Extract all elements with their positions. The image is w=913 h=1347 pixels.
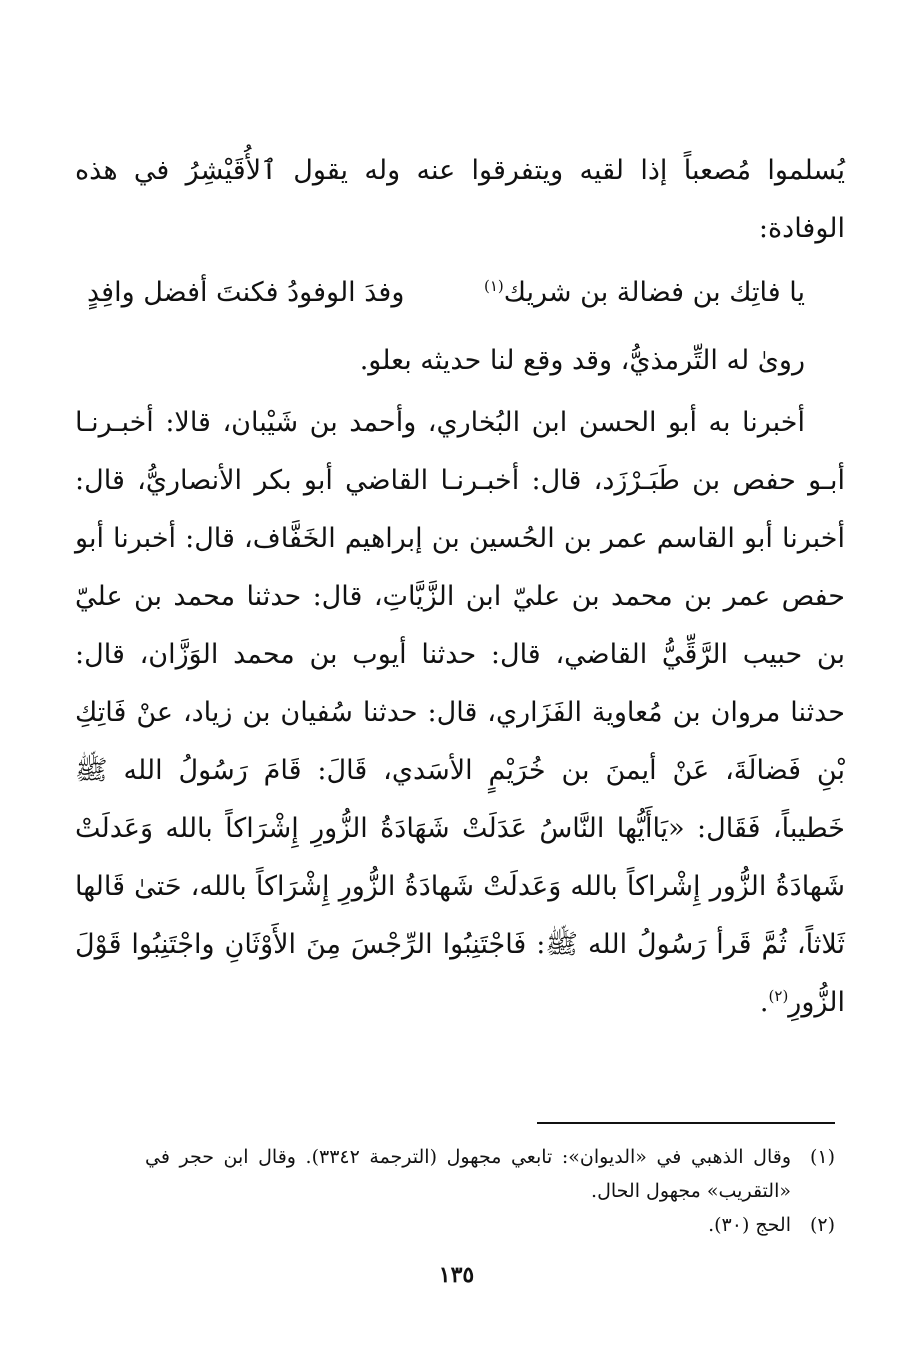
footnote-item: [145, 1208, 835, 1242]
verse-first-hemistich: [484, 264, 805, 322]
footnote-separator: [537, 1122, 835, 1124]
paragraph-tirmidhi: [75, 332, 845, 390]
page-number: ١٣٥: [438, 1262, 475, 1288]
paragraph-intro-text: يُسلموا مُصعباً إذا لقيه ويتفرقوا عنه وله يقول ٱلأُقَيْشِرُ في هذه الوفادة:: [75, 155, 845, 244]
isnad-end-punctuation: .: [759, 987, 769, 1018]
footnotes: [145, 1140, 835, 1242]
isnad-first-line: أخبرنا به أبو الحسن ابن البُخاري، وأحمد بن شَيْبان، قالا:: [165, 407, 805, 438]
footnote-marker-2[interactable]: (٢): [768, 987, 789, 1005]
footnote-number: (٢): [809, 1214, 835, 1236]
footnote-number: (١): [809, 1146, 835, 1168]
main-text: [75, 142, 845, 1032]
isnad-hadith-text: أخبـرنـا أبـو حفص بن طَبَـرْزَد، قال: أخبـرنـا القاضي أبو بكر الأنصاريُّ، قال: أخبرنا أبو القاسم عمر بن الحُسين بن إبراهيم الخَفَّاف، قال: أخبرنا أبو حفص عمر بن محمد بن عليّ ابن الزَّيَّاتِ، قال: حدثنا محمد بن عليّ بن حبيب الرَّقِّيُّ القاضي، قال: حدثنا أيوب بن محمد الوَزَّان، قال: حدثنا مروان بن مُعاوية الفَزَاري، قال: حدثنا سُفيان بن زياد، عنْ فَاتِكِ بْنِ فَضالَةَ، عَنْ أيمنَ بن خُرَيْمٍ الأسَدي، قَالَ: قَامَ رَسُولُ الله ﷺ خَطيباً، فَقَال: «يَاأَيُّها النَّاسُ عَدَلَتْ شَهَادَةُ الزُّورِ إِشْرَاكاً بالله وَعَدلَتْ شَهادَةُ الزُّور إِشْراكاً بالله وَعَدلَتْ شَهادَةُ الزُّورِ إِشْرَاكاً بالله، حَتىٰ قَالها ثَلاثاً، ثُمَّ قَرأ رَسُولُ الله ﷺ: فَاجْتَنِبُوا الرِّجْسَ مِنَ الأَوْثَانِ واجْتَنِبُوا قَوْلَ الزُّورِ: [75, 407, 845, 1018]
paragraph-intro: [75, 142, 845, 258]
footnote-text: الحج (٣٠).: [708, 1214, 791, 1236]
paragraph-tirmidhi-text: روىٰ له التِّرمذيُّ، وقد وقع لنا حديثه بعلو.: [359, 345, 805, 376]
verse-first-hemistich-text: يا فاتِك بن فضالة بن شريك: [503, 277, 805, 308]
footnote-item: [145, 1140, 835, 1208]
footnote-text: وقال الذهبي في «الديوان»: تابعي مجهول (الترجمة ٣٣٤٢). وقال ابن حجر في «التقريب» مجهول الحال.: [145, 1146, 791, 1202]
paragraph-isnad: [75, 394, 845, 1032]
verse-second-hemistich: وفدَ الوفودُ فكنتَ أفضل وافِدٍ: [87, 277, 405, 308]
poetry-verse: [75, 264, 845, 322]
footnote-marker-1[interactable]: (١): [483, 277, 504, 295]
